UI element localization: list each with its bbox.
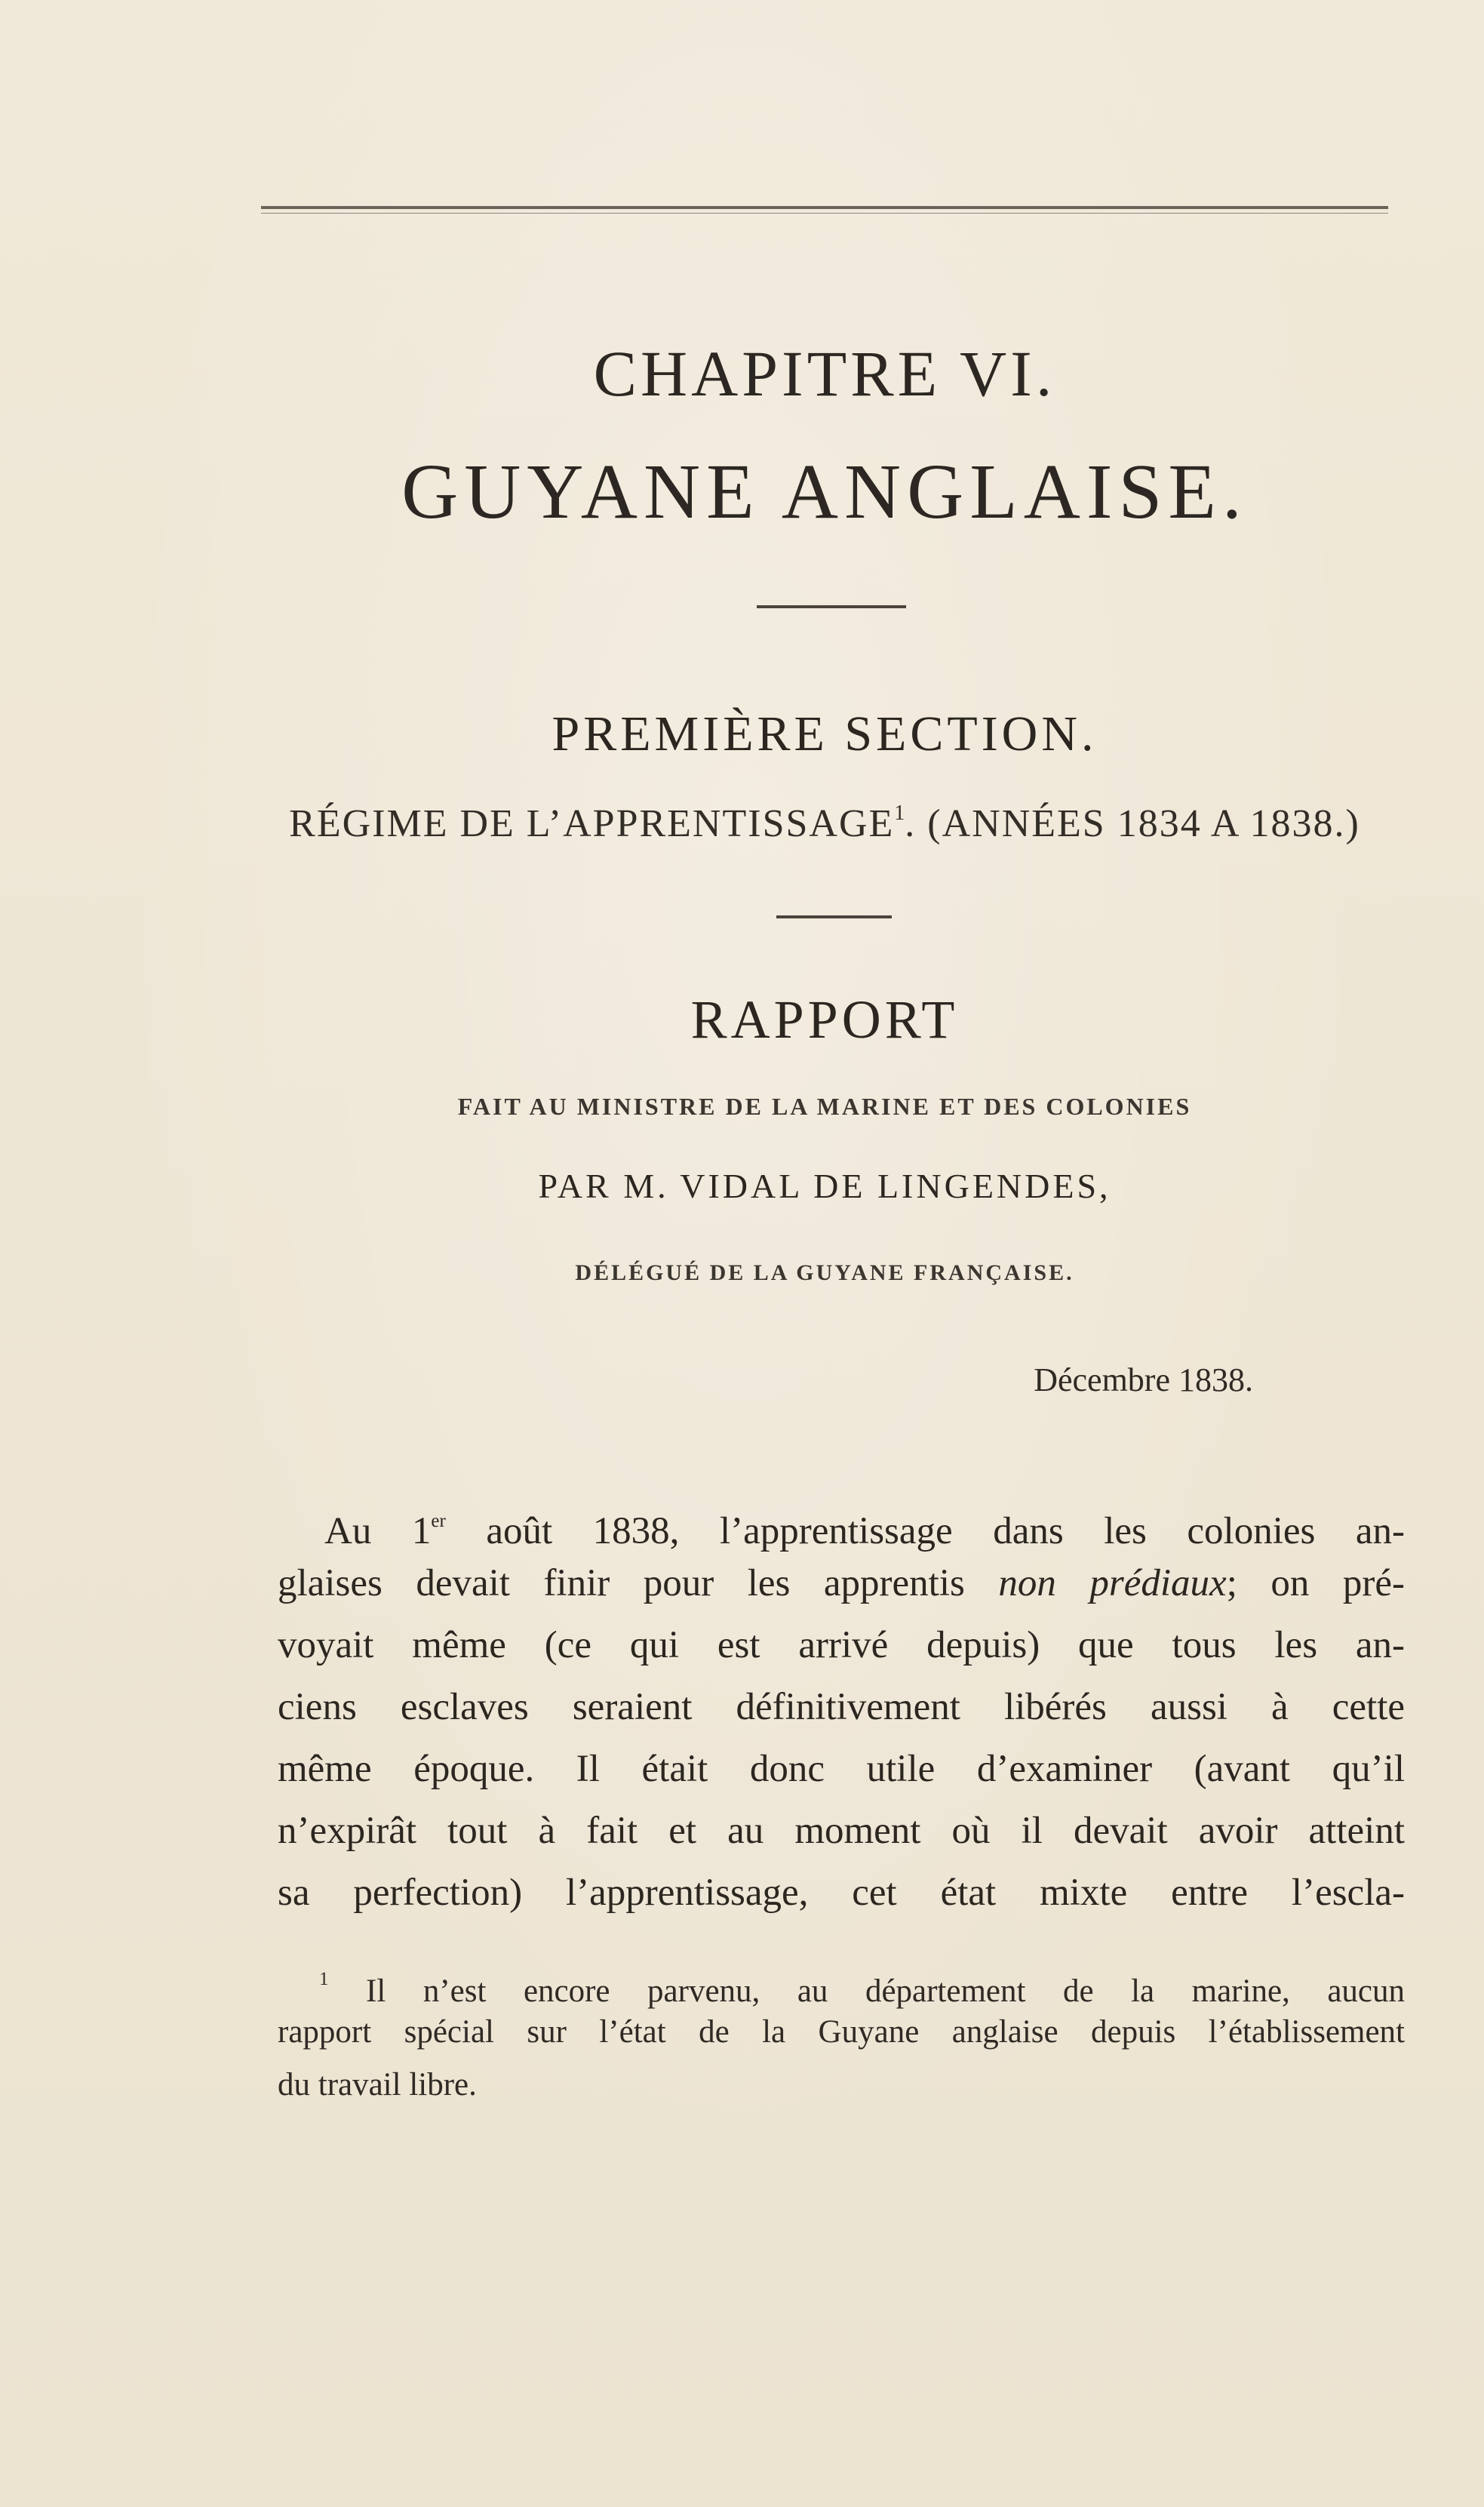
section-heading: PREMIÈRE SECTION. (552, 706, 1098, 761)
ordinal-marker: er (431, 1511, 446, 1531)
body-line-text: ; on pré- (1226, 1562, 1405, 1604)
regime-dates: . (ANNÉES 1834 A 1838.) (905, 802, 1360, 845)
body-line: ciens esclaves seraient définitivement libérés aussi à cette (278, 1686, 1405, 1728)
report-recipient: FAIT AU MINISTRE DE LA MARINE ET DES COLONIES (457, 1093, 1192, 1120)
body-line-text: glaises devait finir pour les apprentis (278, 1562, 999, 1604)
footnote (278, 1953, 1405, 2112)
region-heading: GUYANE ANGLAISE. (401, 448, 1248, 535)
body-line-prefix: Au 1 (324, 1510, 432, 1552)
italic-term: non prédiaux (998, 1562, 1227, 1604)
footnote-text: Il n’est encore parvenu, au département de la marine, aucun (328, 1973, 1405, 2009)
report-date: Décembre 1838. (1034, 1361, 1253, 1398)
chapter-heading: CHAPITRE VI. (593, 337, 1056, 410)
regime-text: RÉGIME DE L’APPRENTISSAGE (289, 802, 895, 845)
body-line (278, 1552, 1405, 1614)
body-line: voyait même (ce qui est arrivé depuis) que tous les an- (278, 1624, 1405, 1666)
report-divider (776, 915, 892, 918)
body-line: même époque. Il était donc utile d’examiner (avant qu’il (278, 1748, 1405, 1790)
top-rule (261, 206, 1388, 209)
footnote-marker: 1 (319, 1969, 329, 1989)
footnote-line: rapport spécial sur l’état de la Guyane anglaise depuis l’établissement (278, 2014, 1405, 2050)
body-line: sa perfection) l’apprentissage, cet état mixte entre l’escla- (278, 1872, 1405, 1914)
footnote-reference: 1 (894, 801, 905, 825)
report-author: PAR M. VIDAL DE LINGENDES, (538, 1167, 1111, 1205)
regime-heading (261, 801, 1388, 846)
footnote-line: du travail libre. (278, 2067, 477, 2102)
body-line-suffix: août 1838, l’apprentissage dans les colonies an- (445, 1510, 1405, 1552)
body-line (278, 1490, 1405, 1552)
author-role: DÉLÉGUÉ DE LA GUYANE FRANÇAISE. (575, 1260, 1074, 1285)
footnote-line (278, 1953, 1405, 2009)
section-divider (757, 605, 906, 608)
body-text (278, 1490, 1405, 1924)
report-title: RAPPORT (690, 989, 959, 1050)
body-line: n’expirât tout à fait et au moment où il devait avoir atteint (278, 1810, 1405, 1852)
